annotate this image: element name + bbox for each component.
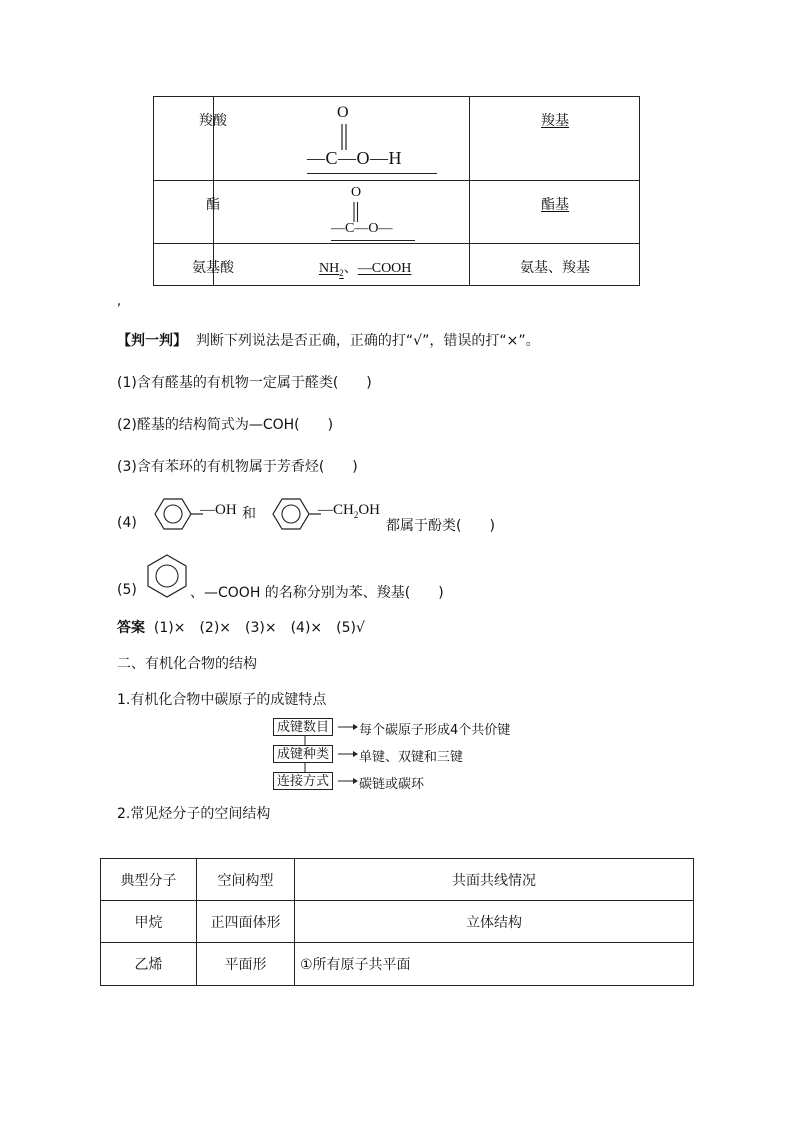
table2-row2-molecule: 乙烯: [100, 942, 197, 986]
table2-row2-shape: 平面形: [196, 942, 295, 986]
table1-row2-formula: —C—O—: [331, 221, 393, 236]
table1-row1-group: 羧基: [541, 113, 569, 129]
formula-underline: [307, 173, 437, 174]
table1-row2-name: 酯: [206, 197, 220, 213]
flow-text-bond-type: 单键、双键和三键: [359, 750, 464, 765]
table2-row2-coplanar: ①所有原子共平面: [294, 942, 694, 986]
table2-header-molecule: 典型分子: [100, 858, 197, 901]
table1-row1-formula-o: O: [337, 104, 349, 121]
answer-label: 答案: [117, 620, 145, 636]
flow-box-connection: 连接方式: [273, 772, 333, 790]
table1-row1-formula: —C—O—H: [307, 148, 403, 168]
benzene-ring-icon: [145, 494, 205, 534]
functional-group-table: [153, 96, 640, 286]
question-5-suffix: 、—COOH 的名称分别为苯、羧基( ): [190, 585, 444, 601]
hydroxyl-label: —OH: [200, 502, 237, 518]
judge-tag: 【判一判】: [117, 333, 187, 349]
double-bond-icon: [339, 124, 349, 150]
table2-header-shape: 空间构型: [196, 858, 295, 901]
benzene-ring-icon: [143, 552, 191, 598]
table2-header-coplanar: 共面共线情况: [294, 858, 694, 901]
section2-sub1: 1.有机化合物中碳原子的成键特点: [117, 692, 327, 708]
question-4-suffix: 都属于酚类( ): [386, 518, 495, 534]
double-bond-icon: [352, 202, 360, 222]
section2-heading: 二、有机化合物的结构: [117, 656, 257, 672]
table1-row1-name: 羧酸: [199, 113, 227, 129]
flow-text-bond-count: 每个碳原子形成4个共价键: [359, 723, 511, 738]
table1-row3-group: 氨基、羧基: [520, 260, 590, 276]
bonding-features-diagram: [273, 718, 533, 794]
answer-line: [117, 617, 365, 637]
question-1: (1)含有醛基的有机物一定属于醛类( ): [117, 375, 372, 391]
question-2: (2)醛基的结构简式为—COH( ): [117, 417, 334, 433]
question-4-prefix: (4): [117, 515, 137, 531]
flow-box-bond-count: 成键数目: [273, 718, 333, 736]
table2-row1-coplanar: 立体结构: [294, 900, 694, 943]
answer-text: (1)× (2)× (3)× (4)× (5)√: [153, 620, 365, 636]
formula-underline: [331, 240, 415, 241]
flow-box-bond-type: 成键种类: [273, 745, 333, 763]
question-3: (3)含有苯环的有机物属于芳香烃( ): [117, 459, 358, 475]
table2-row1-molecule: 甲烷: [100, 900, 197, 943]
table2-row1-shape: 正四面体形: [196, 900, 295, 943]
flow-text-connection: 碳链或碳环: [359, 777, 425, 792]
judge-instruction-line: [117, 330, 540, 350]
question-5-prefix: (5): [117, 582, 137, 598]
ch2oh-label: $—CH_2OH$: [318, 502, 381, 520]
and-label: 和: [242, 506, 256, 522]
benzene-ring-icon: [263, 494, 323, 534]
judge-instruction: 判断下列说法是否正确，正确的打“√”，错误的打“×”。: [195, 333, 540, 349]
stray-comma: ,: [117, 294, 122, 309]
table1-row3-name: 氨基酸: [192, 260, 234, 276]
table1-row2-group: 酯基: [541, 197, 569, 213]
table1-row2-formula-o: O: [351, 185, 362, 200]
section2-sub2: 2.常见烃分子的空间结构: [117, 806, 271, 822]
table1-row3-formula: $NH_2$、—COOH: [319, 261, 412, 278]
hydrocarbon-structure-table: [100, 858, 694, 986]
